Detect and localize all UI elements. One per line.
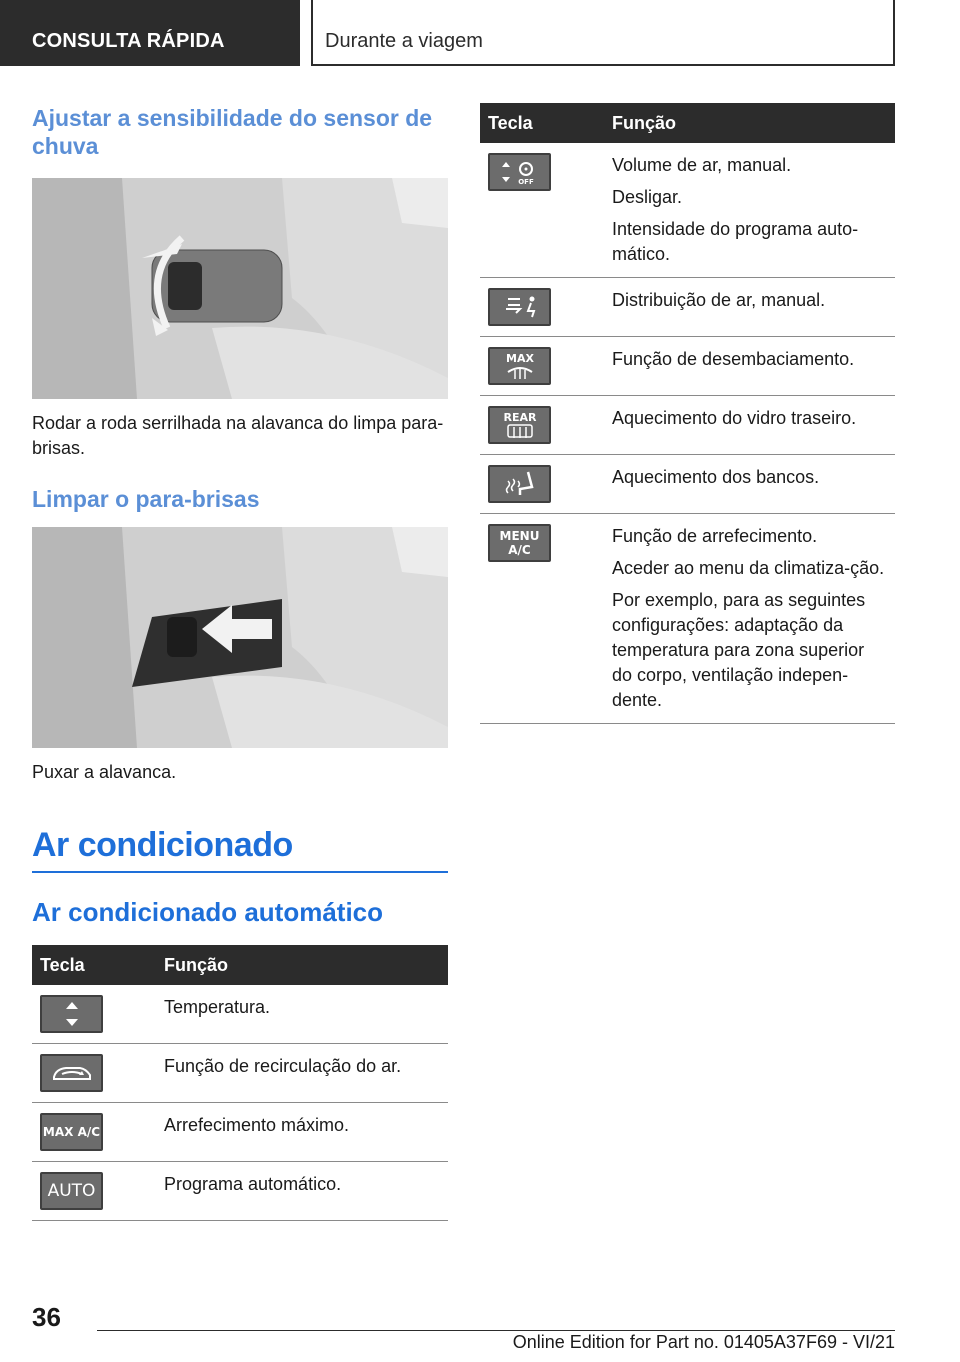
col-function-header: Função (154, 945, 448, 985)
table-row (32, 1162, 448, 1221)
key-label: MENU A/C (499, 529, 540, 557)
clean-windshield-caption: Puxar a alavanca. (32, 762, 177, 782)
rain-sensor-photo (32, 178, 448, 399)
left-column (32, 100, 448, 1221)
function-text: Função de arrefecimento. (612, 526, 818, 546)
menu-ac-icon (488, 524, 551, 562)
function-text: Intensidade do programa auto-mático. (612, 219, 859, 264)
table-row (480, 143, 895, 278)
clean-windshield-heading: Limpar o para-brisas (32, 486, 260, 512)
auto-icon (40, 1172, 103, 1210)
function-text: Função de desembaciamento. (612, 349, 855, 369)
seat-heating-icon (488, 465, 551, 503)
table-row (32, 1103, 448, 1162)
ac-auto-table (32, 945, 448, 1221)
function-text: Volume de ar, manual. (612, 155, 792, 175)
rain-sensor-heading: Ajustar a sensibilidade do sensor de chuva (32, 105, 433, 159)
table-row (480, 278, 895, 337)
page-number: 36 (32, 1302, 61, 1332)
right-column (480, 103, 895, 724)
function-text: Temperatura. (154, 985, 448, 1044)
table-row (32, 985, 448, 1044)
fan-off-icon (488, 153, 551, 191)
climate-keys-table (480, 103, 895, 724)
chapter-title: Durante a viagem (325, 30, 483, 52)
section-title: CONSULTA RÁPIDA (32, 30, 225, 52)
function-text: Função de recirculação do ar. (154, 1044, 448, 1103)
chapter-tab (311, 0, 895, 66)
ac-auto-heading: Ar condicionado automático (32, 897, 384, 927)
function-text: Programa automático. (154, 1162, 448, 1221)
footer-divider (97, 1330, 895, 1331)
table-row (32, 1044, 448, 1103)
function-text: Aquecimento dos bancos. (612, 467, 820, 487)
key-label: AUTO (47, 1180, 96, 1201)
table-row (480, 514, 895, 724)
table-row (480, 337, 895, 396)
col-function-header: Função (602, 103, 895, 143)
air-distribution-icon (488, 288, 551, 326)
temperature-arrows-icon (40, 995, 103, 1033)
key-label: MAX (505, 352, 534, 365)
function-text: Arrefecimento máximo. (154, 1103, 448, 1162)
col-key-header: Tecla (32, 945, 154, 985)
table-row (480, 396, 895, 455)
section-tab (0, 0, 300, 66)
rain-sensor-caption: Rodar a roda serrilhada na alavanca do limpa para-brisas. (32, 413, 444, 458)
function-text: Aceder ao menu da climatiza-ção. (612, 558, 885, 578)
clean-windshield-photo (32, 527, 448, 748)
max-ac-icon (40, 1113, 103, 1151)
rear-defrost-icon (488, 406, 551, 444)
edition-note: Online Edition for Part no. 01405A37F69 - VI/21 (512, 1332, 895, 1352)
max-defrost-icon (488, 347, 551, 385)
col-key-header: Tecla (480, 103, 602, 143)
function-text: Distribuição de ar, manual. (612, 290, 826, 310)
key-label: REAR (503, 411, 536, 424)
table-row (480, 455, 895, 514)
ac-section-title: Ar condicionado (32, 825, 448, 873)
function-text: Desligar. (612, 187, 683, 207)
recirculation-icon (40, 1054, 103, 1092)
key-label: OFF (517, 178, 534, 186)
key-label: MAX A/C (42, 1125, 101, 1139)
function-text: Por exemplo, para as seguintes configurações: adaptação da temperatura para zona superior do corpo, ventilação indepen-dente. (612, 590, 866, 710)
function-text: Aquecimento do vidro traseiro. (612, 408, 857, 428)
